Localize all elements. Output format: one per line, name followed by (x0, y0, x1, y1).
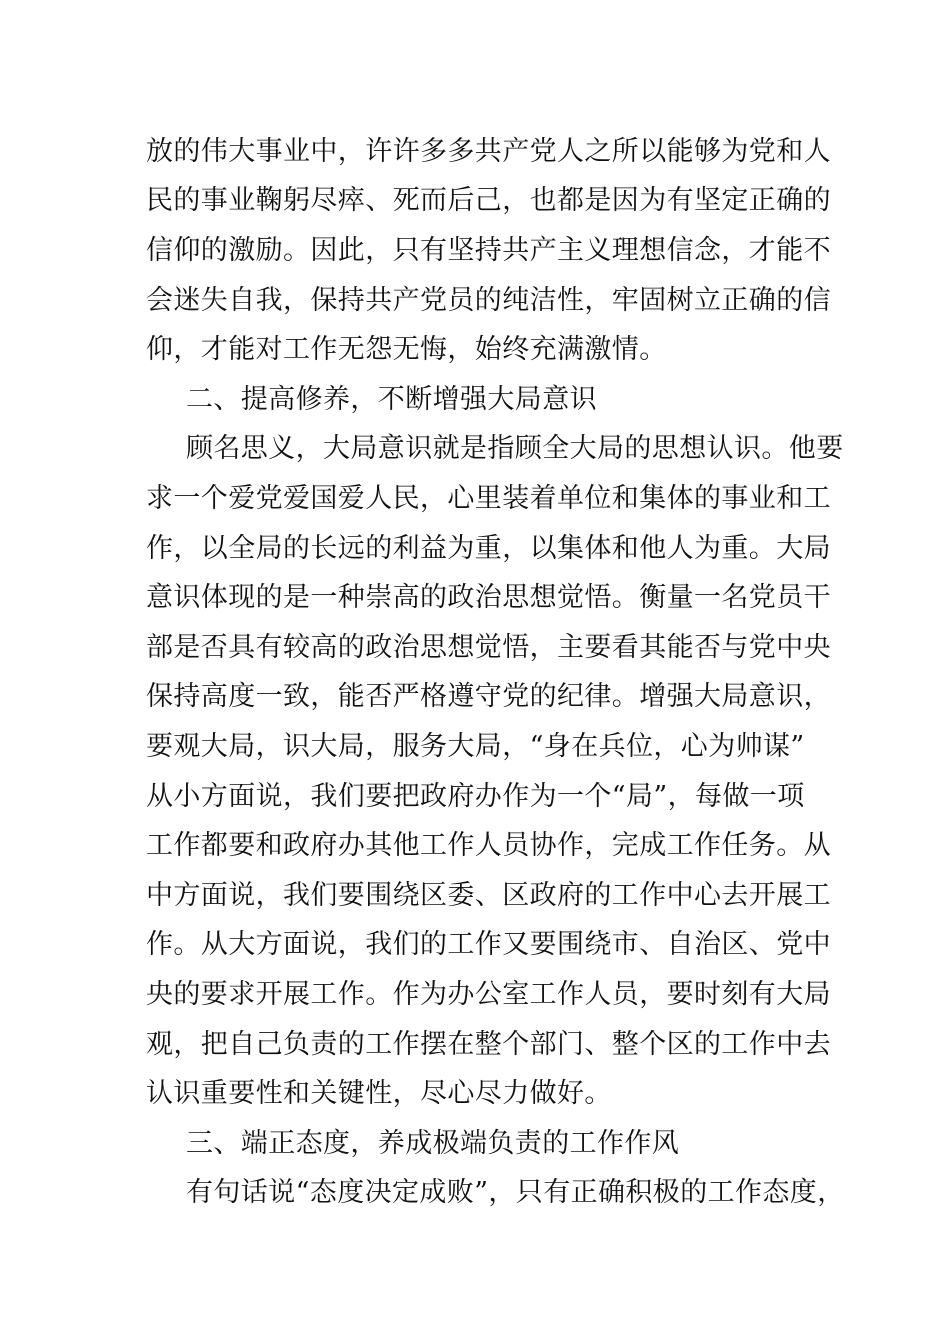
text-line-9: 作，以全局的长远的利益为重，以集体和他人为重。大局 (146, 533, 831, 564)
text-line-12: 保持高度一致，能否严格遵守党的纪律。增强大局意识， (146, 681, 831, 712)
text-line-17: 作。从大方面说，我们的工作又要围绕市、自治区、党中 (146, 929, 831, 960)
text-line-1: 放的伟大事业中，许许多多共产党人之所以能够为党和人 (146, 136, 831, 167)
text-line-5: 仰，才能对工作无怨无悔，始终充满激情。 (146, 334, 667, 365)
text-line-13: 要观大局，识大局，服务大局，“身在兵位，心为帅谋” (146, 731, 805, 762)
text-line-20: 认识重要性和关键性，尽心尽力做好。 (146, 1078, 612, 1109)
text-line-4: 会迷失自我，保持共产党员的纯洁性，牢固树立正确的信 (146, 285, 831, 316)
section-heading-3: 三、端正态度，养成极端负责的工作作风 (186, 1128, 680, 1159)
text-line-22: 有句话说“态度决定成败”，只有正确积极的工作态度， (186, 1177, 845, 1208)
text-line-18: 央的要求开展工作。作为办公室工作人员，要时刻有大局 (146, 979, 831, 1010)
text-line-7: 顾名思义，大局意识就是指顾全大局的思想认识。他要 (186, 433, 844, 464)
text-line-10: 意识体现的是一种崇高的政治思想觉悟。衡量一名党员干 (146, 582, 831, 613)
text-line-11: 部是否具有较高的政治思想觉悟，主要看其能否与党中央 (146, 632, 831, 663)
section-heading-2: 二、提高修养，不断增强大局意识 (186, 384, 597, 415)
text-line-16: 中方面说，我们要围绕区委、区政府的工作中心去开展工 (146, 880, 831, 911)
text-line-8: 求一个爱党爱国爱人民，心里装着单位和集体的事业和工 (146, 483, 831, 514)
text-line-3: 信仰的激励。因此，只有坚持共产主义理想信念，才能不 (146, 235, 831, 266)
text-line-19: 观，把自己负责的工作摆在整个部门、整个区的工作中去 (146, 1029, 831, 1060)
text-line-15: 工作都要和政府办其他工作人员协作，完成工作任务。从 (146, 830, 831, 861)
text-line-14: 从小方面说，我们要把政府办作为一个“局”，每做一项 (146, 781, 805, 812)
text-line-2: 民的事业鞠躬尽瘁、死而后己，也都是因为有坚定正确的 (146, 185, 831, 216)
